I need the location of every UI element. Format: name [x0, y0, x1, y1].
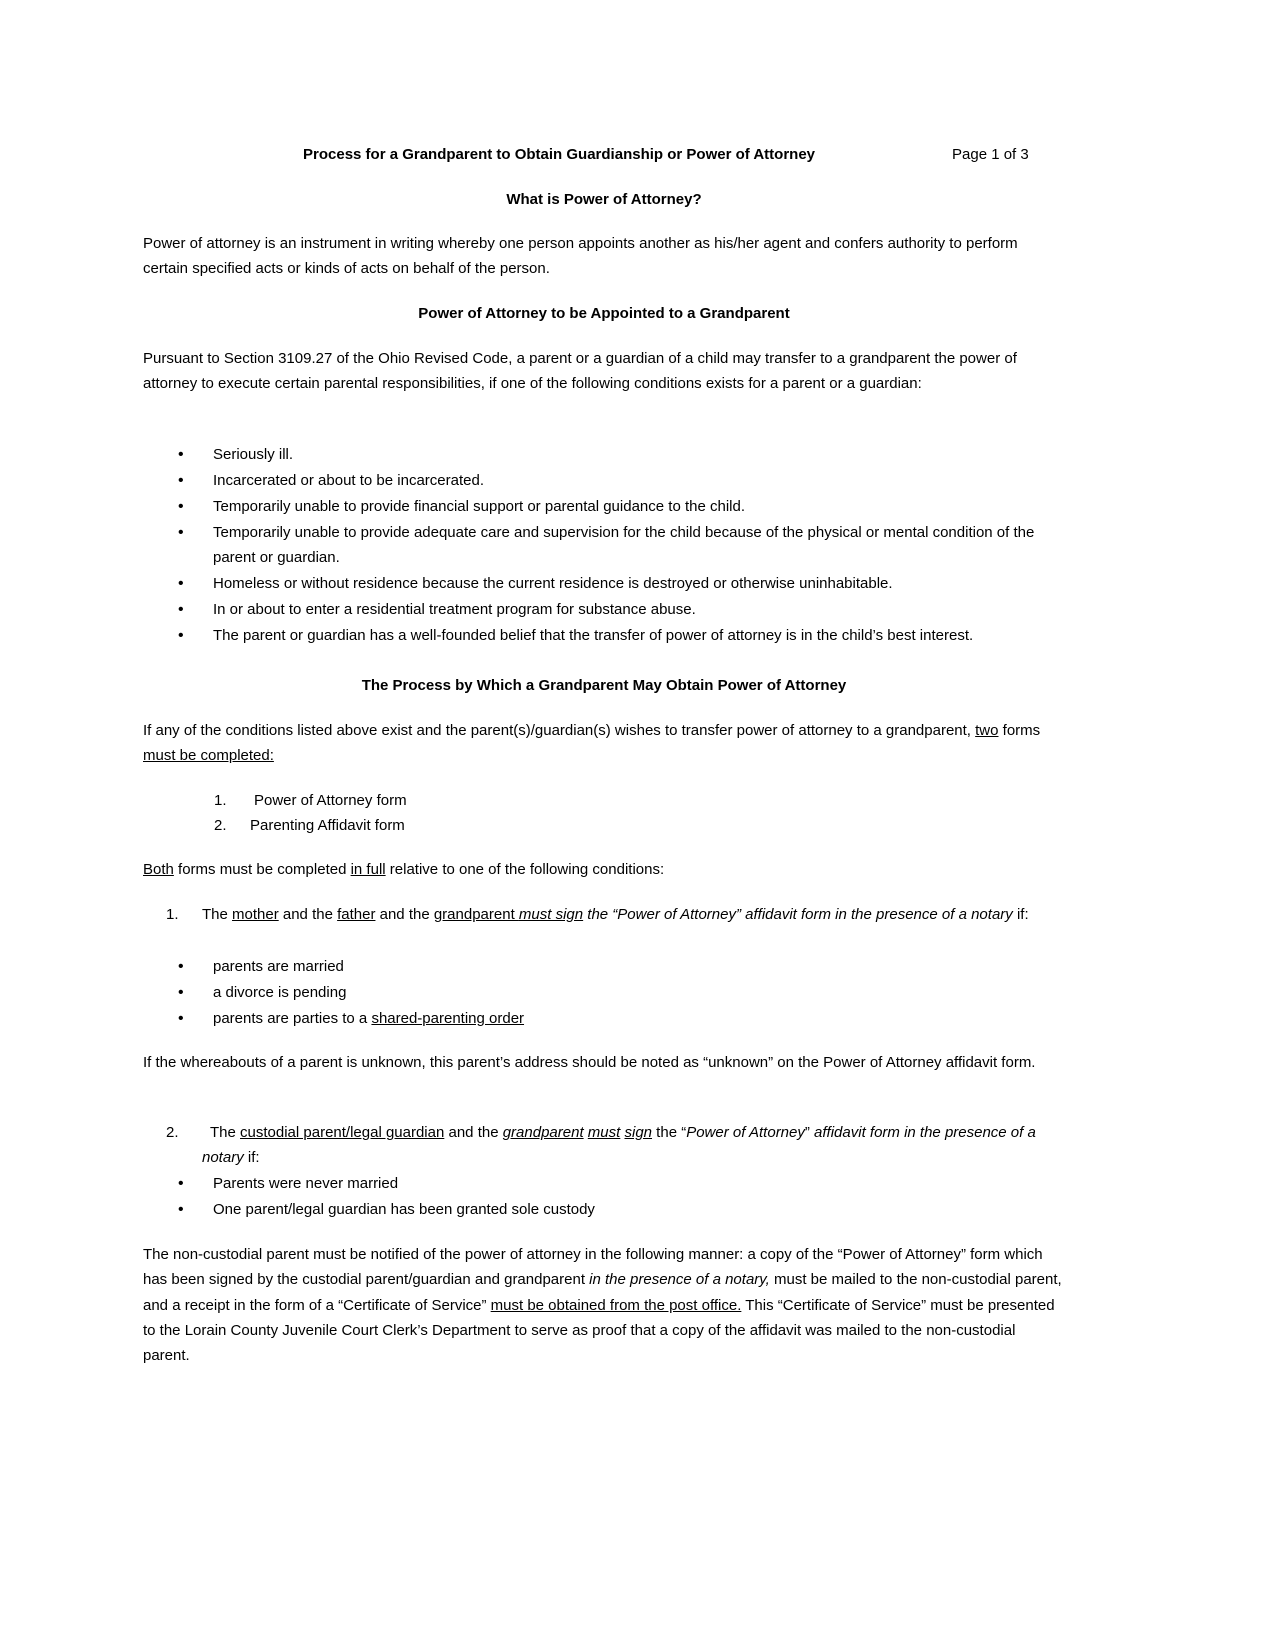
- text-run: If the whereabouts of a parent is unknown, this parent’s address should be noted as “unknown” on the Power of Attorney affidavit form.: [143, 1054, 1036, 1071]
- non-custodial-notice-paragraph: [143, 1242, 1065, 1368]
- text-run: grandparent: [502, 1124, 584, 1141]
- text-run: must sign: [518, 906, 584, 923]
- condition-item-1: [202, 902, 1064, 927]
- list-item: Homeless or without residence because the current residence is destroyed or otherwise uninhabitable.: [213, 575, 893, 592]
- text-run: two: [975, 722, 999, 739]
- list-item: [213, 1006, 1063, 1031]
- text-run: custodial parent/legal guardian: [240, 1124, 445, 1141]
- bullet-icon: •: [178, 627, 184, 644]
- text-run: This “Certificate of Service” must be presented to the Lorain County Juvenile Court Clerk’s Department to serve as proof that a copy of the affidavit was mailed to the non-custodial parent.: [143, 1296, 1055, 1365]
- text-run: must: [587, 1124, 621, 1141]
- bullet-icon: •: [178, 472, 184, 489]
- heading-process: The Process by Which a Grandparent May Obtain Power of Attorney: [361, 677, 847, 694]
- list-item: The parent or guardian has a well-founded belief that the transfer of power of attorney is in the child’s best interest.: [213, 627, 974, 644]
- text-run: mother: [232, 906, 279, 923]
- bullet-icon: •: [178, 524, 184, 541]
- bullet-icon: •: [178, 1175, 184, 1192]
- list-item: Incarcerated or about to be incarcerated.: [213, 472, 484, 489]
- heading-poa-grandparent: Power of Attorney to be Appointed to a Grandparent: [418, 305, 790, 322]
- bullet-icon: •: [178, 1201, 184, 1218]
- text-run: Both: [143, 861, 174, 878]
- list-item: Temporarily unable to provide financial support or parental guidance to the child.: [213, 498, 745, 515]
- item-number: 1.: [166, 906, 179, 923]
- text-run: in the presence of a notary,: [589, 1271, 770, 1289]
- text-run: forms: [998, 722, 1041, 739]
- bullet-icon: •: [178, 984, 184, 1001]
- text-run: affidavit form in the presence of a notary: [202, 1124, 1036, 1167]
- poa-definition-paragraph: [143, 231, 1065, 282]
- text-run: must be completed:: [143, 747, 274, 765]
- list-item: In or about to enter a residential treatment program for substance abuse.: [213, 601, 696, 618]
- both-forms-paragraph: [143, 857, 1065, 882]
- bullet-icon: •: [178, 575, 184, 592]
- text-run: forms must be completed: [173, 861, 351, 878]
- text-run: One parent/legal guardian has been granted sole custody: [213, 1201, 595, 1218]
- text-run: parents are married: [213, 958, 344, 975]
- text-run: must be mailed to the non-custodial parent, and a receipt in the form of a “Certificate of Service”: [143, 1271, 1062, 1314]
- text-run: sign: [624, 1124, 653, 1141]
- text-run: relative to one of the following conditions:: [385, 861, 665, 878]
- condition-item-2: [202, 1120, 1064, 1171]
- text-run: grandparent: [433, 906, 519, 923]
- text-run: shared-parenting order: [371, 1010, 525, 1027]
- text-run: Power of attorney is an instrument in writing whereby one person appoints another as his/her agent and confers authority to perform certain specified acts or kinds of acts on behalf of the person.: [143, 235, 1018, 278]
- form-label: Power of Attorney form: [254, 792, 407, 809]
- text-run: and the: [444, 1124, 503, 1141]
- form-number: 1.: [214, 792, 227, 809]
- text-run: Pursuant to Section 3109.27 of the Ohio Revised Code, a parent or a guardian of a child may transfer to a grandparent the power of attorney to execute certain parental responsibilities, if one of the following conditions exists for a parent or a guardian:: [143, 350, 1017, 393]
- forms-intro-paragraph: [143, 718, 1065, 769]
- item-number: 2.: [166, 1124, 179, 1141]
- text-run: parents are parties to a: [213, 1010, 372, 1027]
- list-item: Temporarily unable to provide adequate care and supervision for the child because of the physical or mental condition of the parent or guardian.: [213, 524, 1035, 567]
- text-run: and the: [375, 906, 434, 923]
- list-item: [213, 954, 1063, 979]
- bullet-icon: •: [178, 1010, 184, 1027]
- text-run: the “Power of Attorney” affidavit form in the presence of a notary: [583, 906, 1013, 923]
- bullet-icon: •: [178, 446, 184, 463]
- text-run: in full: [350, 861, 386, 878]
- whereabouts-paragraph: [143, 1050, 1065, 1075]
- text-run: The: [202, 906, 233, 923]
- text-run: must be obtained from the post office.: [490, 1296, 742, 1314]
- list-item: [213, 980, 1063, 1005]
- form-number: 2.: [214, 817, 227, 834]
- document-title: Process for a Grandparent to Obtain Guardianship or Power of Attorney: [303, 146, 816, 163]
- form-label: Parenting Affidavit form: [250, 817, 405, 834]
- text-run: if:: [243, 1149, 260, 1167]
- text-run: Parents were never married: [213, 1175, 399, 1192]
- list-item: [213, 1197, 1063, 1222]
- bullet-icon: •: [178, 498, 184, 515]
- text-run: if:: [1012, 906, 1029, 923]
- bullet-icon: •: [178, 958, 184, 975]
- text-run: The: [210, 1124, 241, 1141]
- text-run: the “: [652, 1124, 687, 1141]
- page-number: Page 1 of 3: [952, 146, 1029, 163]
- text-run: ”: [804, 1124, 815, 1141]
- text-run: and the: [278, 906, 338, 923]
- ohio-code-paragraph: [143, 346, 1065, 397]
- text-run: If any of the conditions listed above exist and the parent(s)/guardian(s) wishes to transfer power of attorney to a grandparent,: [143, 722, 976, 739]
- list-item: [213, 1171, 1063, 1196]
- list-item: Seriously ill.: [213, 446, 294, 463]
- text-run: The non-custodial parent must be notified of the power of attorney in the following manner: a copy of the “Power of Attorney” form which has been signed by the custodial parent/guardian and grandparent: [143, 1246, 1043, 1289]
- bullet-icon: •: [178, 601, 184, 618]
- text-run: Power of Attorney: [686, 1124, 805, 1141]
- heading-what-is-poa: What is Power of Attorney?: [506, 191, 702, 208]
- text-run: a divorce is pending: [213, 984, 347, 1001]
- text-run: father: [337, 906, 376, 923]
